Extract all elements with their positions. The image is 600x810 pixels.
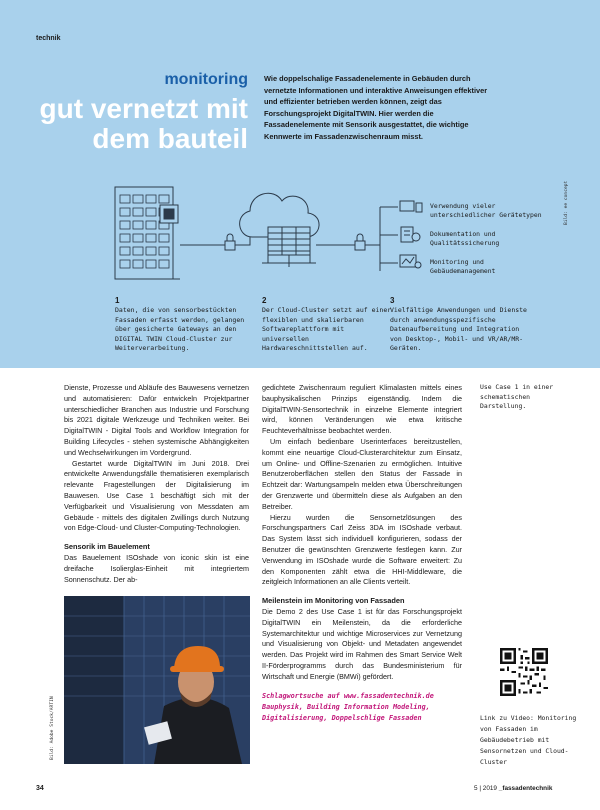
- section-tag: technik: [36, 35, 61, 42]
- page-number: 34: [36, 785, 44, 792]
- step-3: [390, 296, 528, 354]
- photo-credit: Bild: Adobe Stock/ARTIN: [50, 696, 55, 760]
- qr-caption: Link zu Video: Monitoring von Fassaden im Gebäudebetrieb mit Sensornetzen und Cloud-Cluster: [480, 714, 577, 766]
- legend-monitoring: Monitoring und Gebäudemanagement: [430, 258, 496, 276]
- step-1-text: Daten, die von sensorbestückten Fassaden erfasst werden, gelangen über gesicherte Gateways an den DIGITAL TWIN Cloud-Cluster zur Weiterverarbeitung.: [115, 306, 245, 353]
- step-3-number: 3: [390, 296, 395, 305]
- body-paragraph: Gestartet wurde DigitalTWIN im Juni 2018. Drei entwickelte Anwendungsfälle thematisieren exemplarisch relevante Fragestellungen der Digitalisierung im Bauwesen. Use Case 1 beschäftigt sich mit der Verfügbarkeit und Visualisierung von Messdaten am Gebäude - mittels des digitalen Zwillings durch Nutzung von Edge-Cloud- und Cluster-Computing-Technologien.: [64, 458, 249, 533]
- legend-documentation: Dokumentation und Qualitätssicherung: [430, 230, 500, 248]
- headline-line-1: gut vernetzt mit: [39, 93, 248, 124]
- article-intro: Wie doppelschalige Fassadenelemente in Gebäuden durch vernetzte Informationen und interaktive Anweisungen effektiver und effizienter betrieben werden können, zeigt das Forschungsprojekt DigitalTWIN. Hier werden die Fassadenelemente mit Sensorik ausgestattet, die wichtige Kennwerte im Fassadenzwischenraum misst.: [264, 74, 488, 141]
- subheading-meilenstein: Meilenstein im Monitoring von Fassaden: [262, 596, 405, 606]
- body-paragraph: Dienste, Prozesse und Abläufe des Bauwesens vernetzen und automatisieren: Dafür entwickeln Projektpartner unterschiedlicher Branchen aus Industrie und Forschung bis 2021 digitale Werkzeuge und Techniken weiter. Bei DigitalTWIN - Digital Tools and Workflow Integration for Building Lifecycles - stehen systemische Abhängigkeiten und Wechselwirkungen im Vordergrund.: [64, 383, 249, 457]
- step-2: [262, 296, 392, 354]
- gateway-lock-icon-1: [225, 234, 235, 250]
- devices-icon: [400, 201, 422, 212]
- cloud-cluster-icon: [240, 193, 319, 267]
- body-paragraph: Um einfach bedienbare Userinterfaces bereitzustellen, kommt eine neuartige Cloud-Clusterarchitektur zum Einsatz, um Online- und Offline-Szenarien zu ermöglichen. Intuitive Benutzeroberflächen stellen den Status der Fassade in Echtzeit dar: Wartungsampeln melden etwa Überschreitungen der Grenzwerte und übermitteln diese als Aufgaben an den Betreiber.: [262, 436, 462, 511]
- magazine-name: _fassadentechnik: [498, 785, 553, 792]
- gateway-lock-icon-2: [355, 234, 365, 250]
- issue-label: 5 | 2019: [474, 785, 497, 792]
- subheading-sensorik: Sensorik im Bauelement: [64, 542, 150, 552]
- headline-line-2: dem bauteil: [92, 123, 248, 154]
- body-column-2: [262, 383, 462, 724]
- diagram-credit: Bild: ee concept: [564, 180, 569, 225]
- magazine-footer: [474, 785, 552, 792]
- diagram-caption: Use Case 1 in einer schematischen Darstellung.: [480, 383, 554, 411]
- article-headline: [40, 94, 248, 154]
- body-paragraph: Hierzu wurden die Sensornetzlösungen des Forschungspartners Carl Zeiss 3DA im ISOshade verbaut. Das System lässt sich individuell konfigurieren, sodass der Benutzer die gewünschten Grenzwerte festlegen kann. Zur Verwendung im ISOshade wurde die Software erweitert: Zu den Komponenten zählt etwa die HHI-Middleware, die zeitgleich Informationen an alle Clients verteilt.: [262, 512, 462, 587]
- body-paragraph: Die Demo 2 des Use Case 1 ist für das Forschungsprojekt DigitalTWIN ein Meilenstein, da die erforderliche Systemarchitektur und wichtige Microservices zur Vernetzung und Visualisierung von Objekt- und Metadaten angewendet werden. Das Projekt wird im Rahmen des Smart Service Welt II-Förderprogramms durch das Bundesministerium für Wirtschaft und Energie (BMWi) gefördert.: [262, 606, 462, 681]
- body-column-1: [64, 383, 249, 585]
- qr-code-icon[interactable]: [500, 648, 548, 696]
- article-kicker: monitoring: [164, 71, 248, 88]
- step-3-text: Vielfältige Anwendungen und Dienste durch anwendungsspezifische Datenaufbereitung und Integration von Desktop-, Mobil- und VR/AR/MR-Geräten.: [390, 306, 527, 353]
- monitoring-icon: [400, 255, 421, 268]
- step-1-number: 1: [115, 296, 120, 305]
- building-icon: [115, 187, 180, 279]
- step-2-number: 2: [262, 296, 267, 305]
- keyword-search-link[interactable]: Schlagwortsuche auf www.fassadentechnik.de Bauphysik, Building Information Modeling, Digitalisierung, Doppelschlige Fassaden: [262, 691, 434, 722]
- step-1: [115, 296, 245, 354]
- documentation-icon: [401, 227, 420, 242]
- step-2-text: Der Cloud-Cluster setzt auf einer flexiblen und skalierbaren Softwareplattform mit universellen Hardwareschnittstellen auf.: [262, 306, 392, 353]
- body-paragraph: gedichtete Zwischenraum reguliert Klimalasten mittels eines bauphysikalischen Prinzips eigenständig. Indem die DigitalTWIN-Sensortechnik in einzelne Elemente integriert wird, können Veränderungen wie etwa kritische Feuchteverhältnisse beobachtet werden.: [262, 383, 462, 436]
- body-paragraph: Das Bauelement ISOshade von iconic skin ist eine dreifache Isolierglas-Einheit mit integriertem Sonnenschutz. Der ab-: [64, 552, 249, 584]
- article-photo: [64, 596, 250, 764]
- legend-devices: Verwendung vieler unterschiedlicher Gerätetypen: [430, 202, 542, 220]
